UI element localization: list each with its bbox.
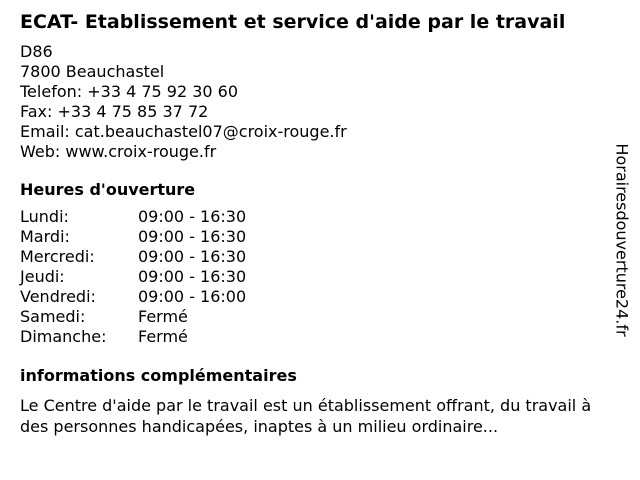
hours-row-sunday <box>20 327 246 347</box>
day-label: Lundi: <box>20 207 69 226</box>
email-line: Email: cat.beauchastel07@croix-rouge.fr <box>20 122 347 141</box>
day-hours: Fermé <box>138 327 188 346</box>
page-title: ECAT- Etablissement et service d'aide par le travail <box>20 11 566 33</box>
hours-row-wednesday <box>20 247 246 267</box>
hours-row-saturday <box>20 307 246 327</box>
hours-row-thursday <box>20 267 246 287</box>
day-label: Dimanche: <box>20 327 107 346</box>
hours-row-tuesday <box>20 227 246 247</box>
hours-heading: Heures d'ouverture <box>20 180 196 199</box>
web-line: Web: www.croix-rouge.fr <box>20 142 217 161</box>
day-label: Mercredi: <box>20 247 95 266</box>
address-line-1: D86 <box>20 42 53 61</box>
hours-row-friday <box>20 287 246 307</box>
site-watermark: Horairesdouverture24.fr <box>612 143 632 337</box>
fax-line: Fax: +33 4 75 85 37 72 <box>20 102 209 121</box>
address-line-2: 7800 Beauchastel <box>20 62 165 81</box>
day-hours: Fermé <box>138 307 188 326</box>
day-hours: 09:00 - 16:30 <box>138 267 247 286</box>
phone-line: Telefon: +33 4 75 92 30 60 <box>20 82 239 101</box>
hours-table <box>20 207 246 347</box>
day-hours: 09:00 - 16:00 <box>138 287 247 306</box>
day-hours: 09:00 - 16:30 <box>138 207 247 226</box>
day-hours: 09:00 - 16:30 <box>138 227 247 246</box>
day-label: Jeudi: <box>20 267 65 286</box>
day-hours: 09:00 - 16:30 <box>138 247 247 266</box>
listing-page <box>20 10 610 437</box>
day-label: Samedi: <box>20 307 86 326</box>
day-label: Mardi: <box>20 227 70 246</box>
contact-block <box>20 42 610 162</box>
hours-row-monday <box>20 207 246 227</box>
day-label: Vendredi: <box>20 287 96 306</box>
extra-info-heading: informations complémentaires <box>20 366 297 385</box>
extra-info-text: Le Centre d'aide par le travail est un établissement offrant, du travail à des personnes handicapées, inaptes à un milieu ordinaire... <box>20 396 592 436</box>
